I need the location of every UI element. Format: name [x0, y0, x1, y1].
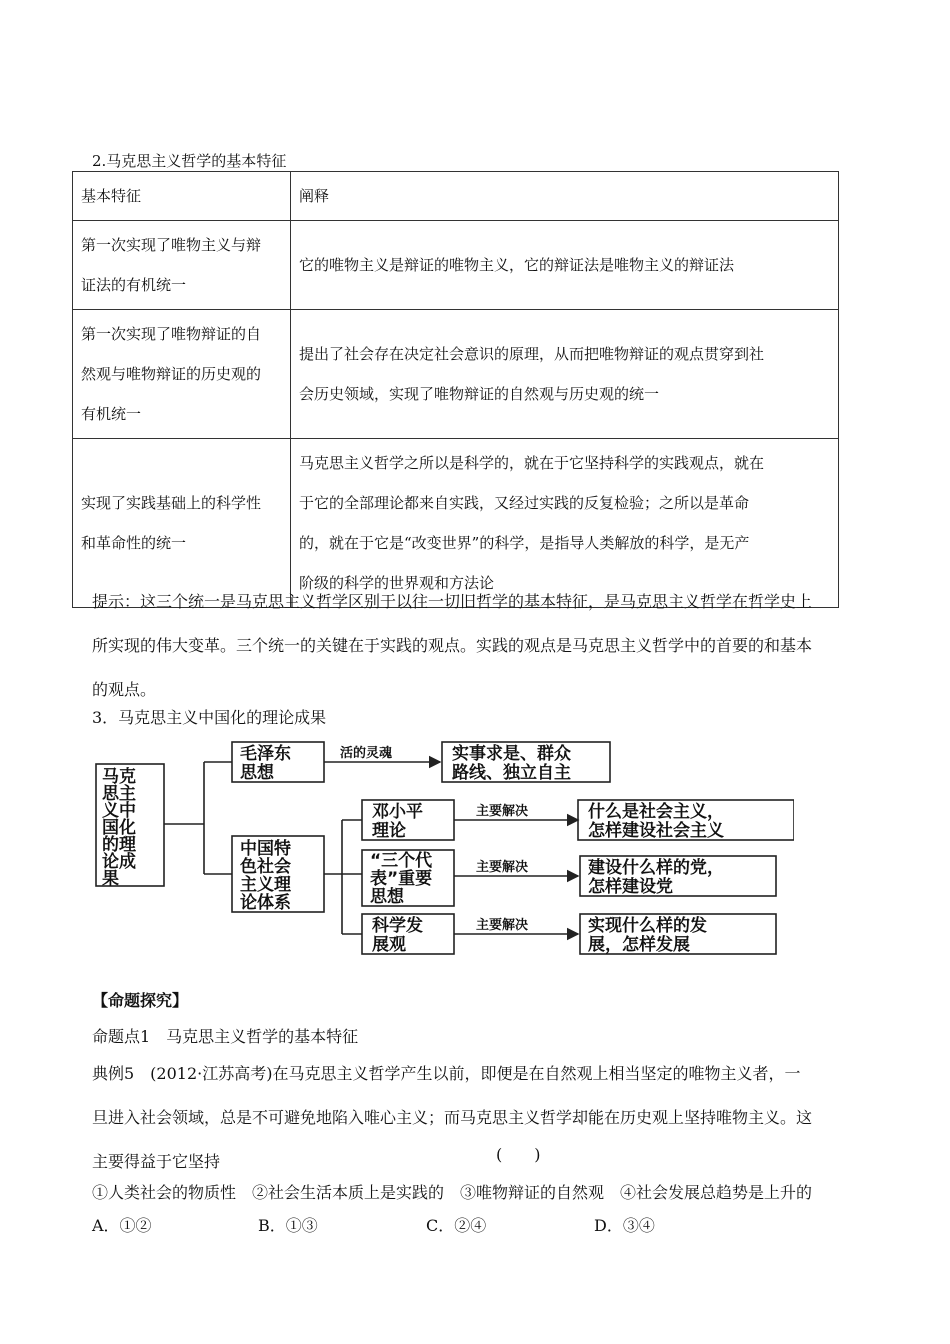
item-line: “三个代: [370, 851, 433, 871]
result-line: 建设什么样的党，: [588, 858, 724, 878]
table-cell-feature: 第一次实现了唯物主义与辩 证法的有机统一: [73, 221, 291, 310]
system-line: 色社会: [240, 857, 291, 877]
mao-result-line: 路线、独立自主: [452, 763, 571, 783]
result-line: 实现什么样的发: [588, 916, 707, 936]
edge-label: 主要解决: [476, 860, 529, 875]
proposition-point: 命题点1 马克思主义哲学的基本特征: [92, 1027, 359, 1046]
table-row: [73, 310, 839, 439]
system-line: 中国特: [240, 839, 291, 859]
mao-line: 思想: [240, 763, 274, 783]
section-heading-theory: 3．马克思主义中国化的理论成果: [92, 708, 327, 727]
example-question: 典例5 (2012·江苏高考)在马克思主义哲学产生以前，即便是在自然观上相当坚定的唯物主义者，一 旦进入社会领域，总是不可避免地陷入唯心主义；而马克思主义哲学却能在历史观上坚持唯物主义。这 主要得益于它坚持: [92, 1064, 813, 1171]
item-line: 理论: [372, 821, 406, 841]
root-line: 论成: [102, 852, 136, 872]
mao-result-line: 实事求是、群众: [452, 744, 571, 764]
table-row: [73, 221, 839, 310]
root-line: 果: [102, 869, 119, 889]
root-line: 的理: [102, 835, 136, 855]
tip-paragraph: 提示：这三个统一是马克思主义哲学区别于以往一切旧哲学的基本特征，是马克思主义哲学在哲学史上 所实现的伟大变革。三个统一的关键在于实践的观点。实践的观点是马克思主义哲学中的首要的和基本 的观点。: [92, 592, 813, 699]
root-line: 思主: [102, 784, 136, 804]
table-header-explanation: 阐释: [291, 172, 839, 221]
option-b[interactable]: B．①③: [258, 1216, 318, 1235]
table-cell-explanation: 马克思主义哲学之所以是科学的，就在于它坚持科学的实践观点，就在 于它的全部理论都来自实践，又经过实践的反复检验；之所以是革命 的，就在于它是“改变世界”的科学，是指导人类解放的科学，是无产 阶级的科学的世界观和方法论: [291, 439, 839, 608]
theory-diagram: [94, 738, 794, 960]
statements: ①人类社会的物质性 ②社会生活本质上是实践的 ③唯物辩证的自然观 ④社会发展总趋势是上升的: [92, 1183, 813, 1202]
result-line: 怎样建设党: [588, 877, 673, 897]
section-heading-features: 2.马克思主义哲学的基本特征: [92, 152, 287, 170]
table-cell-feature: 实现了实践基础上的科学性 和革命性的统一: [73, 439, 291, 608]
result-line: 怎样建设社会主义: [588, 821, 724, 841]
option-c[interactable]: C．②④: [426, 1216, 487, 1235]
edge-label: 主要解决: [476, 918, 529, 933]
edge-label: 活的灵魂: [340, 746, 393, 761]
table-header-row: [73, 172, 839, 221]
system-line: 论体系: [240, 893, 291, 913]
root-line: 义中: [102, 801, 136, 821]
answer-blank: ( ): [496, 1145, 541, 1164]
root-line: 国化: [102, 818, 136, 838]
features-table: [72, 171, 839, 608]
item-line: 表”重要: [370, 869, 433, 889]
item-line: 邓小平: [372, 802, 423, 822]
system-line: 主义理: [240, 875, 291, 895]
option-a[interactable]: A．①②: [92, 1216, 152, 1235]
result-line: 展，怎样发展: [588, 935, 690, 955]
mao-line: 毛泽东: [240, 744, 291, 764]
table-cell-feature: 第一次实现了唯物辩证的自 然观与唯物辩证的历史观的 有机统一: [73, 310, 291, 439]
item-line: 思想: [370, 887, 404, 907]
table-cell-explanation: 提出了社会存在决定社会意识的原理，从而把唯物辩证的观点贯穿到社 会历史领域，实现了唯物辩证的自然观与历史观的统一: [291, 310, 839, 439]
root-line: 马克: [102, 767, 136, 787]
exploration-title: 【命题探究】: [92, 991, 189, 1010]
item-line: 展观: [372, 935, 406, 955]
option-d[interactable]: D．③④: [594, 1216, 655, 1235]
edge-label: 主要解决: [476, 804, 529, 819]
table-cell-explanation: 它的唯物主义是辩证的唯物主义，它的辩证法是唯物主义的辩证法: [291, 221, 839, 310]
table-header-feature: 基本特征: [73, 172, 291, 221]
result-line: 什么是社会主义，: [588, 802, 724, 822]
item-line: 科学发: [372, 916, 423, 936]
